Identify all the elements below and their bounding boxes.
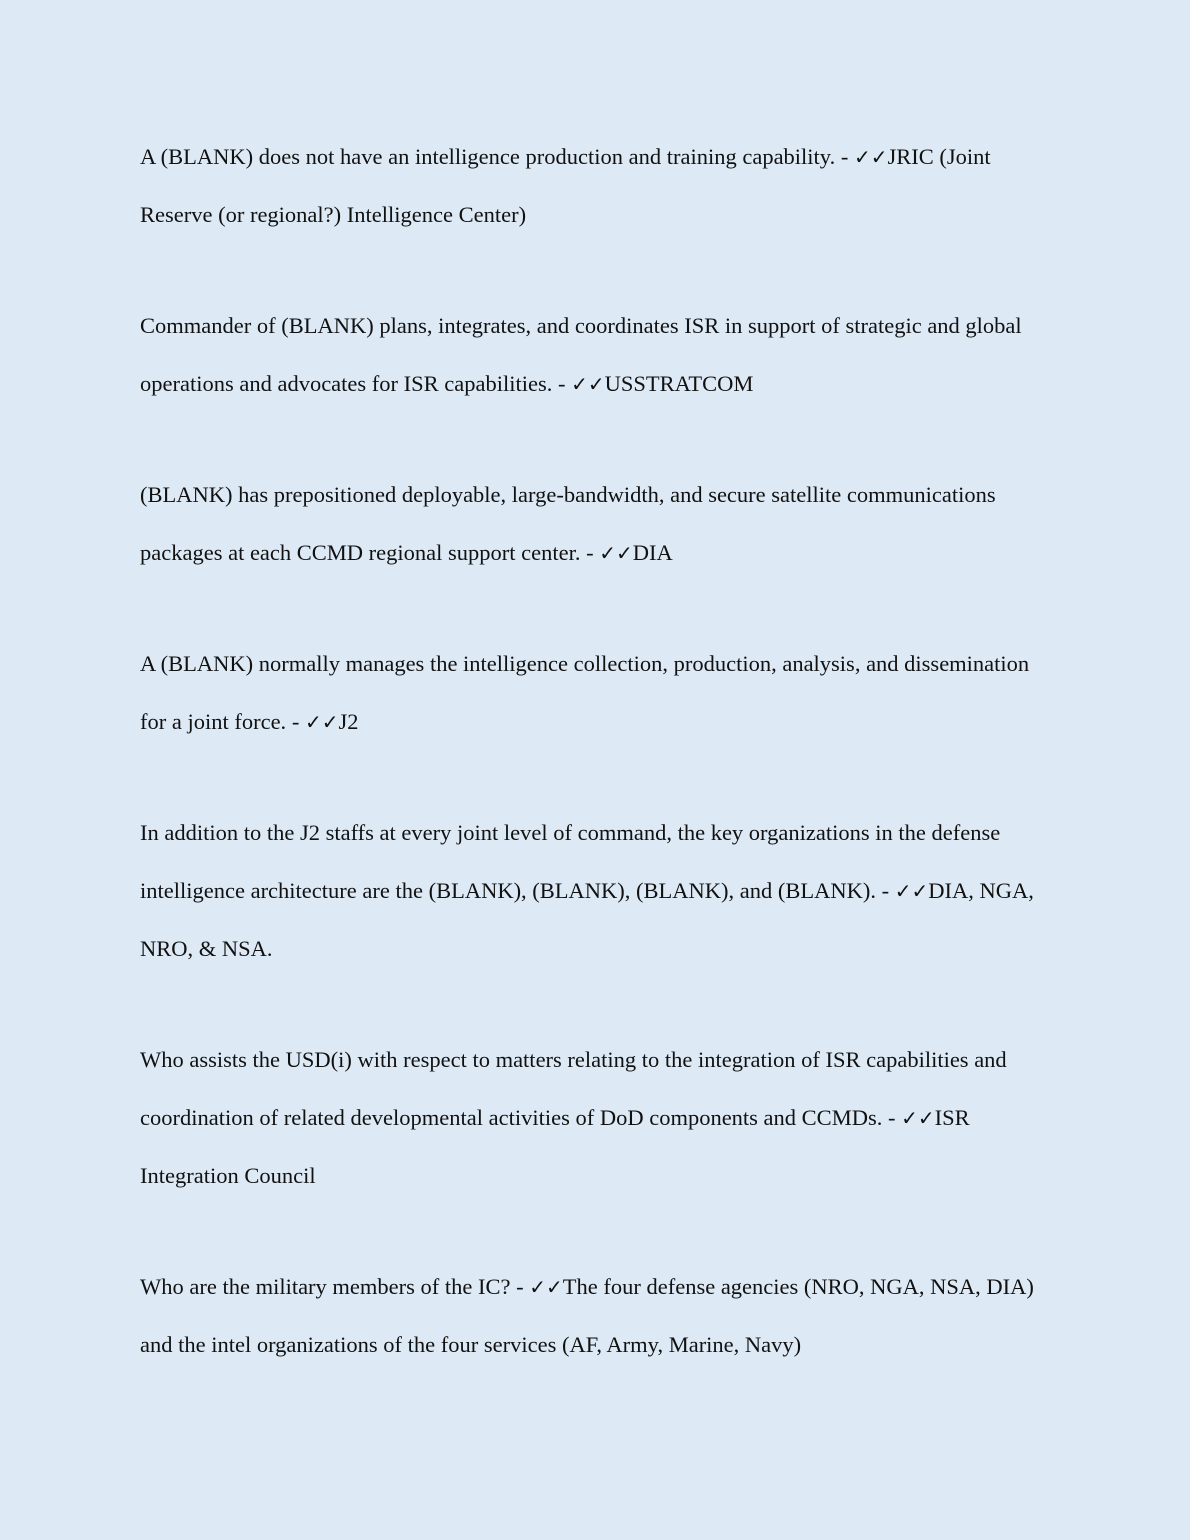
separator: -	[580, 540, 600, 565]
answer-text: JRIC (Joint Reserve (or regional?) Intelligence Center)	[140, 144, 991, 227]
answer-text: ISR Integration Council	[140, 1105, 970, 1188]
question-text: A (BLANK) normally manages the intelligence collection, production, analysis, and dissemination for a joint force.	[140, 651, 1030, 734]
double-check-icon: ✓✓	[571, 372, 605, 396]
flashcard	[140, 804, 1050, 978]
separator: -	[510, 1274, 530, 1299]
question-text: Commander of (BLANK) plans, integrates, and coordinates ISR in support of strategic and global operations and advocates for ISR capabilities.	[140, 313, 1022, 396]
separator: -	[552, 371, 572, 396]
double-check-icon: ✓✓	[529, 1275, 563, 1299]
question-text: In addition to the J2 staffs at every joint level of command, the key organizations in the defense intelligence architecture are the (BLANK), (BLANK), (BLANK), and (BLANK).	[140, 820, 1001, 903]
answer-text: DIA, NGA, NRO, & NSA.	[140, 878, 1034, 961]
double-check-icon: ✓✓	[304, 710, 339, 734]
answer-text: J2	[338, 709, 359, 734]
flashcard	[140, 635, 1050, 751]
flashcard	[140, 1031, 1050, 1205]
question-text: A (BLANK) does not have an intelligence production and training capability.	[140, 144, 836, 169]
question-text: Who are the military members of the IC?	[140, 1274, 511, 1299]
separator: -	[286, 709, 305, 734]
double-check-icon: ✓✓	[894, 879, 929, 903]
separator: -	[835, 144, 854, 169]
flashcard	[140, 466, 1050, 582]
flashcard	[140, 1258, 1050, 1374]
double-check-icon: ✓✓	[599, 541, 633, 565]
separator: -	[882, 1105, 902, 1130]
answer-text: The four defense agencies (NRO, NGA, NSA, DIA) and the intel organizations of the four services (AF, Army, Marine, Navy)	[140, 1274, 1034, 1357]
double-check-icon: ✓✓	[853, 145, 888, 169]
flashcard	[140, 128, 1050, 244]
answer-text: USSTRATCOM	[604, 371, 754, 396]
flashcard	[140, 297, 1050, 413]
double-check-icon: ✓✓	[901, 1106, 935, 1130]
question-text: Who assists the USD(i) with respect to matters relating to the integration of ISR capabilities and coordination of related developmental activities of DoD components and CCMDs.	[140, 1047, 1007, 1130]
question-text: (BLANK) has prepositioned deployable, large-bandwidth, and secure satellite communications packages at each CCMD regional support center.	[140, 482, 996, 565]
separator: -	[876, 878, 895, 903]
answer-text: DIA	[632, 540, 673, 565]
